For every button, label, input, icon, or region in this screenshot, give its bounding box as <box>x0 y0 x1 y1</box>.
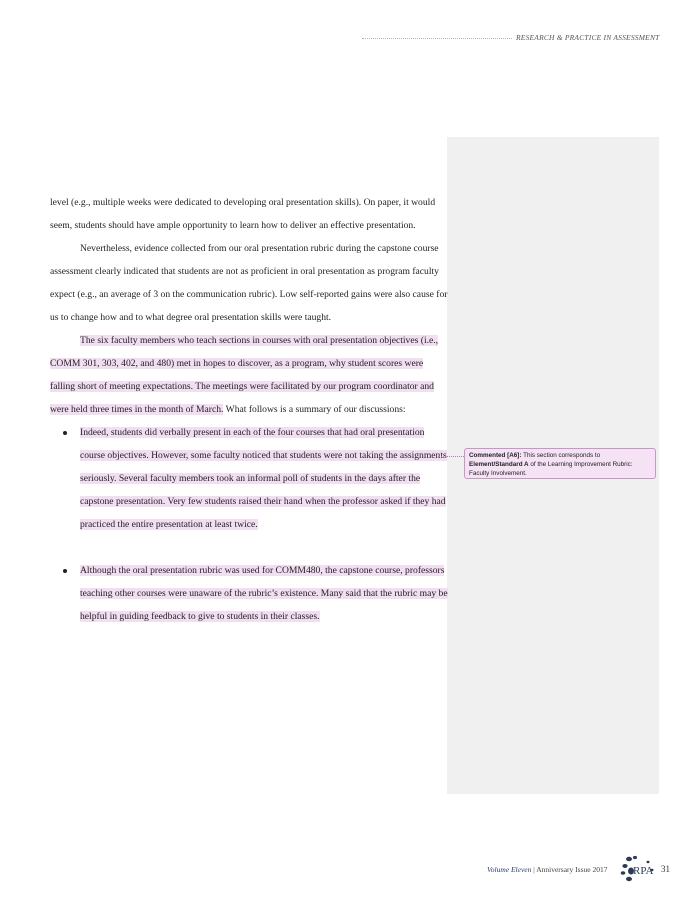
footer-issue: Anniversary Issue 2017 <box>536 865 608 874</box>
comment-connector-line <box>438 456 464 457</box>
comment-label: Commented [A6]: <box>469 452 522 459</box>
footer-separator: | <box>531 865 537 874</box>
running-header: RESEARCH & PRACTICE IN ASSESSMENT <box>516 33 660 42</box>
list-item-text: Although the oral presentation rubric was used for COMM480, the capstone course, professors teaching other courses were unaware of the rubric’s existence. Many said that the rubric may be helpful in guiding feedback to give to students in their classes. <box>80 565 448 622</box>
comment-text-2: of the Learning Improvement Rubric: Faculty Involvement. <box>469 461 633 477</box>
list-item-text: Indeed, students did verbally present in each of the four courses that had oral presentation course objectives. However, some faculty noticed that students were not taking the assignments seriously. Several faculty members took an informal poll of students in the days after the capstone presentation. Very few students raised their hand when the professor asked if they had practiced the entire presentation at least twice. <box>80 427 447 530</box>
paragraph-1: level (e.g., multiple weeks were dedicated to developing oral presentation skills). On paper, it would seem, students should have ample opportunity to learn how to deliver an effective presentation. <box>50 197 436 231</box>
page-number: 31 <box>661 864 670 874</box>
paragraph-3 <box>50 329 450 421</box>
list-item <box>50 559 450 628</box>
header-dotted-rule <box>362 38 512 39</box>
logo-text: RPA <box>633 865 654 877</box>
comment-element: Element/Standard A <box>469 461 529 468</box>
paragraph-2: Nevertheless, evidence collected from our oral presentation rubric during the capstone course assessment clearly indicated that students are not as proficient in oral presentation as program faculty expect (e.g., an average of 3 on the communication rubric). Low self-reported gains were also cause for us to change how and to what degree oral presentation skills were taught. <box>50 243 448 323</box>
list-item <box>50 421 450 536</box>
comment-balloon[interactable] <box>464 448 656 479</box>
footer <box>487 865 627 874</box>
comment-text-1: This section corresponds to <box>521 452 601 459</box>
bullet-dot-icon <box>63 431 67 435</box>
rpa-logo-icon <box>620 854 656 886</box>
paragraph-3-rest: What follows is a summary of our discussions: <box>223 404 406 415</box>
bullet-dot-icon <box>63 569 67 573</box>
bullet-list <box>50 421 450 628</box>
footer-volume: Volume Eleven <box>487 865 532 874</box>
document-body <box>50 191 450 628</box>
highlighted-commented-text[interactable]: The six faculty members who teach sections in courses with oral presentation objectives (i.e., COMM 301, 303, 402, and 480) met in hopes to discover, as a program, why student scores were falling short of meeting expectations. The meetings were facilitated by our program coordinator and were held three times in the month of March. <box>50 335 439 415</box>
